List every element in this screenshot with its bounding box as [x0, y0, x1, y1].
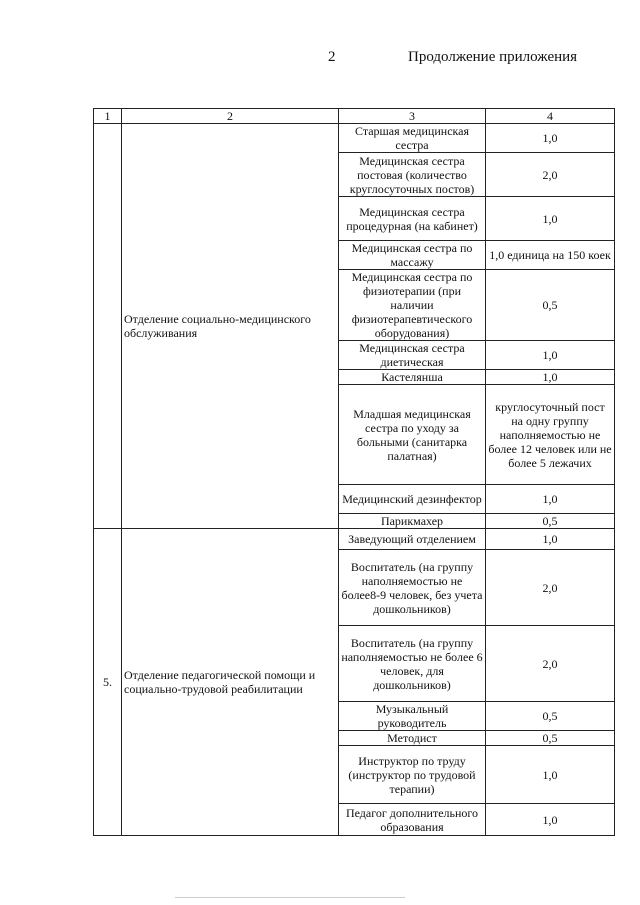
staff-norm: 1,0 [486, 124, 615, 153]
position-title: Медицинская сестра по физиотерапии (при наличии физиотерапевтического оборудования) [339, 270, 486, 341]
header-row [94, 109, 615, 124]
position-title: Воспитатель (на группу наполняемостью не более 6 человек, для дошкольников) [339, 626, 486, 702]
header-cell: 2 [122, 109, 339, 124]
position-title: Заведующий отделением [339, 529, 486, 550]
header-cell: 3 [339, 109, 486, 124]
position-title: Медицинский дезинфектор [339, 485, 486, 514]
staff-norm: 1,0 [486, 197, 615, 241]
table-row [94, 124, 615, 153]
page-number: 2 [328, 49, 336, 65]
staff-norm: 0,5 [486, 514, 615, 529]
position-title: Медицинская сестра диетическая [339, 341, 486, 370]
section-number [94, 124, 122, 529]
position-title: Воспитатель (на группу наполняемостью не более8-9 человек, без учета дошкольников) [339, 550, 486, 626]
staff-norm: 0,5 [486, 702, 615, 731]
scan-artifact-line [175, 897, 405, 898]
position-title: Музыкальный руководитель [339, 702, 486, 731]
position-title: Медицинская сестра по массажу [339, 241, 486, 270]
staff-norm: 1,0 [486, 804, 615, 836]
staff-norm: 1,0 [486, 341, 615, 370]
position-title: Старшая медицинская сестра [339, 124, 486, 153]
staff-norm: 1,0 [486, 746, 615, 804]
position-title: Кастелянша [339, 370, 486, 385]
page-caption: Продолжение приложения [408, 49, 578, 65]
staff-norm: 1,0 [486, 529, 615, 550]
position-title: Медицинская сестра процедурная (на кабинет) [339, 197, 486, 241]
staff-norm: 1,0 единица на 150 коек [486, 241, 615, 270]
staffing-table [93, 108, 615, 836]
staff-norm: 0,5 [486, 731, 615, 746]
staff-norm: 2,0 [486, 153, 615, 197]
section-number: 5. [94, 529, 122, 836]
staff-norm: 1,0 [486, 485, 615, 514]
staff-norm: 1,0 [486, 370, 615, 385]
table-row [94, 529, 615, 550]
position-title: Парикмахер [339, 514, 486, 529]
staff-norm: 2,0 [486, 626, 615, 702]
staff-norm: 2,0 [486, 550, 615, 626]
header-cell: 4 [486, 109, 615, 124]
position-title: Младшая медицинская сестра по уходу за больными (санитарка палатная) [339, 385, 486, 485]
position-title: Методист [339, 731, 486, 746]
position-title: Медицинская сестра постовая (количество круглосуточных постов) [339, 153, 486, 197]
header-cell: 1 [94, 109, 122, 124]
position-title: Инструктор по труду (инструктор по трудовой терапии) [339, 746, 486, 804]
department-name: Отделение социально-медицинского обслуживания [122, 124, 339, 529]
position-title: Педагог дополнительного образования [339, 804, 486, 836]
staff-norm: круглосуточный пост на одну группу наполняемостью не более 12 человек или не более 5 лежачих [486, 385, 615, 485]
department-name: Отделение педагогической помощи и социально-трудовой реабилитации [122, 529, 339, 836]
staff-norm: 0,5 [486, 270, 615, 341]
